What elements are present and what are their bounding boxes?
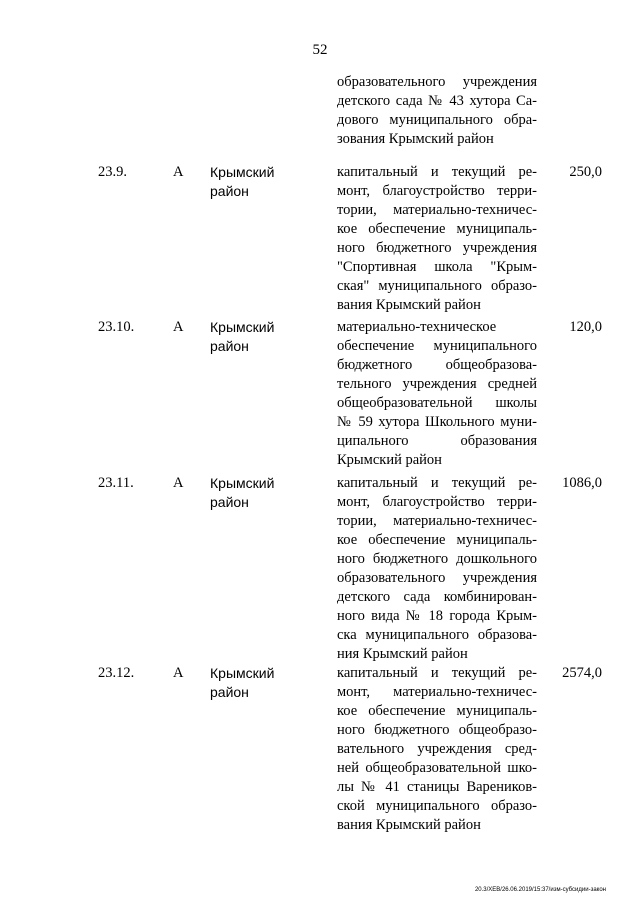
description-line: материально-техническое (337, 319, 497, 335)
description-line: ская" муниципального образо- (337, 278, 537, 294)
description-line: кое обеспечение муниципаль- (337, 532, 537, 548)
row-amount: 2574,0 (562, 665, 602, 681)
description-line: обеспечение муниципального (337, 338, 537, 354)
region-line: район (210, 183, 249, 199)
description-line: ния Крымский район (337, 646, 468, 662)
description-line: ска муниципального образова- (337, 627, 537, 643)
description-line: ного вида № 18 города Крым- (337, 608, 537, 624)
description-line: лы № 41 станицы Вареников- (337, 779, 537, 795)
description-line: ного бюджетного учреждения (337, 240, 537, 256)
row-region (210, 474, 310, 512)
row-number: 23.11. (98, 475, 134, 491)
description-line: детского сада комбинирован- (337, 589, 537, 605)
description-line: капитальный и текущий ре- (337, 665, 537, 681)
description-line: капитальный и текущий ре- (337, 475, 537, 491)
continued-line: зования Крымский район (337, 131, 494, 147)
description-line: вания Крымский район (337, 297, 481, 313)
row-amount: 250,0 (569, 164, 602, 180)
row-category: А (173, 319, 184, 335)
continued-description (337, 73, 537, 149)
description-line: кое обеспечение муниципаль- (337, 703, 537, 719)
description-line: ципального образования (337, 433, 537, 449)
region-line: район (210, 338, 249, 354)
region-line: Крымский (210, 665, 275, 681)
row-description (337, 163, 537, 315)
description-line: вания Крымский район (337, 817, 481, 833)
description-line: № 59 хутора Школьного муни- (337, 414, 537, 430)
row-description (337, 474, 537, 664)
description-line: образовательного учреждения (337, 570, 537, 586)
description-line: тории, материально-техничес- (337, 202, 537, 218)
row-category: А (173, 665, 184, 681)
continued-line: детского сада № 43 хутора Са- (337, 93, 537, 109)
description-line: вательного учреждения сред- (337, 741, 537, 757)
row-category: А (173, 475, 184, 491)
description-line: бюджетного общеобразова- (337, 357, 537, 373)
row-number: 23.10. (98, 319, 135, 335)
description-line: ного бюджетного дошкольного (337, 551, 537, 567)
region-line: Крымский (210, 164, 275, 180)
continued-line: дового муниципального обра- (337, 112, 537, 128)
description-line: общеобразовательной школы (337, 395, 537, 411)
description-line: тельного учреждения средней (337, 376, 537, 392)
row-amount: 1086,0 (562, 475, 602, 491)
description-line: монт, материально-техничес- (337, 684, 537, 700)
row-category: А (173, 164, 184, 180)
document-footer: 20.3/ХЕВ/26.06.2019/15:37/изм-субсидии-закон (474, 887, 606, 893)
description-line: капитальный и текущий ре- (337, 164, 537, 180)
description-line: тории, материально-техничес- (337, 513, 537, 529)
row-number: 23.9. (98, 164, 127, 180)
row-description (337, 664, 537, 835)
description-line: монт, благоустройство терри- (337, 494, 537, 510)
row-amount: 120,0 (569, 319, 602, 335)
row-region (210, 664, 310, 702)
description-line: ного бюджетного общеобразо- (337, 722, 537, 738)
description-line: Крымский район (337, 452, 442, 468)
description-line: ней общеобразовательной шко- (337, 760, 537, 776)
row-number: 23.12. (98, 665, 135, 681)
page-number: 52 (312, 42, 328, 58)
row-region (210, 163, 310, 201)
region-line: Крымский (210, 319, 275, 335)
description-line: ской муниципального образо- (337, 798, 537, 814)
region-line: Крымский (210, 475, 275, 491)
row-region (210, 318, 310, 356)
description-line: монт, благоустройство терри- (337, 183, 537, 199)
region-line: район (210, 684, 249, 700)
continued-line: образовательного учреждения (337, 74, 537, 90)
description-line: кое обеспечение муниципаль- (337, 221, 537, 237)
region-line: район (210, 494, 249, 510)
description-line: "Спортивная школа "Крым- (337, 259, 537, 275)
row-description (337, 318, 537, 470)
